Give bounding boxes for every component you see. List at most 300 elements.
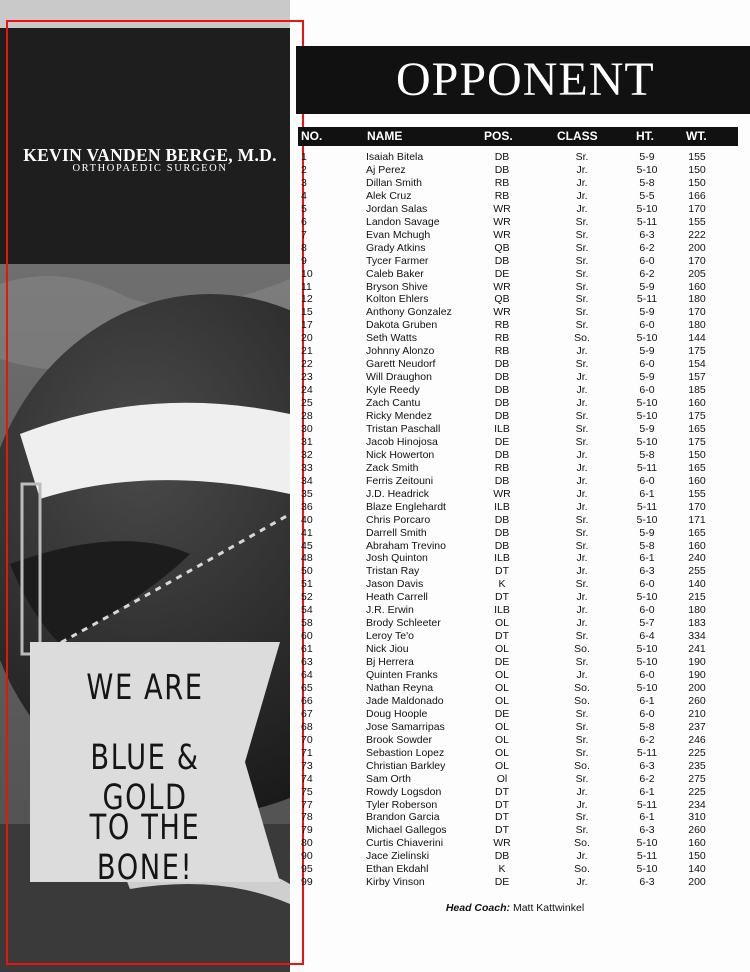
player-name: Isaiah Bitela — [366, 151, 424, 163]
player-name: Anthony Gonzalez — [366, 306, 452, 319]
table-row — [0, 643, 750, 656]
player-weight: 275 — [688, 772, 706, 785]
player-name: Rowdy Logsdon — [366, 785, 442, 798]
table-row — [0, 358, 750, 371]
player-weight: 154 — [688, 358, 706, 371]
player-number: 12 — [301, 293, 313, 306]
player-weight: 144 — [688, 332, 706, 345]
table-row — [0, 824, 750, 837]
player-position: DT — [495, 565, 509, 578]
player-weight: 171 — [688, 513, 706, 526]
table-row — [0, 203, 750, 216]
player-number: 3 — [301, 176, 307, 189]
table-row — [0, 850, 750, 863]
player-name: Jacob Hinojosa — [366, 435, 438, 448]
table-row — [0, 656, 750, 669]
player-name: Ricky Mendez — [366, 410, 432, 422]
col-ht-header: HT. — [636, 129, 654, 143]
player-class: Sr. — [575, 746, 589, 759]
roster-title: OPPONENT — [396, 53, 655, 106]
player-position: QB — [494, 241, 510, 254]
player-weight: 175 — [688, 410, 706, 422]
table-row — [0, 501, 750, 514]
player-height: 6-3 — [639, 565, 655, 578]
player-class: Sr. — [575, 578, 589, 591]
player-weight: 200 — [688, 876, 706, 889]
player-height: 5-11 — [636, 798, 658, 811]
player-number: 35 — [301, 487, 313, 500]
player-height: 5-10 — [636, 410, 658, 422]
player-weight: 155 — [688, 487, 706, 500]
player-weight: 155 — [688, 215, 706, 228]
player-number: 31 — [301, 435, 313, 448]
player-class: Sr. — [575, 319, 589, 332]
player-position: K — [498, 863, 506, 876]
player-weight: 160 — [688, 474, 706, 487]
player-number: 65 — [301, 681, 313, 694]
player-weight: 180 — [688, 293, 706, 306]
player-name: Brody Schleeter — [366, 617, 441, 630]
player-number: 77 — [301, 798, 313, 811]
player-height: 5-8 — [639, 448, 655, 461]
table-row — [0, 164, 750, 177]
player-position: DT — [495, 785, 509, 798]
player-class: Sr. — [575, 526, 589, 539]
player-position: DE — [494, 707, 510, 720]
player-class: Jr. — [576, 604, 588, 617]
player-class: Jr. — [576, 876, 588, 889]
table-row — [0, 876, 750, 889]
player-weight: 234 — [688, 798, 706, 811]
player-height: 5-11 — [636, 461, 658, 474]
player-class: So. — [574, 332, 590, 345]
player-weight: 140 — [688, 578, 706, 591]
player-class: So. — [574, 863, 590, 876]
player-weight: 140 — [688, 863, 706, 876]
slogan-line-1: WE ARE — [86, 668, 204, 708]
player-height: 6-3 — [639, 824, 655, 837]
player-class: Jr. — [576, 552, 588, 565]
player-class: Jr. — [576, 565, 588, 578]
player-number: 23 — [301, 371, 313, 384]
player-number: 34 — [301, 474, 313, 487]
player-height: 6-3 — [639, 759, 655, 772]
player-name: Bj Herrera — [366, 656, 414, 669]
player-class: Sr. — [575, 267, 589, 280]
player-name: Blaze Englehardt — [366, 500, 446, 513]
player-position: DB — [494, 474, 510, 487]
player-class: Sr. — [575, 656, 589, 669]
player-name: Dakota Gruben — [366, 319, 438, 332]
player-class: So. — [574, 681, 590, 694]
table-row — [0, 721, 750, 734]
player-position: DB — [494, 151, 510, 163]
player-class: Sr. — [575, 513, 589, 526]
player-class: Jr. — [576, 345, 588, 358]
player-name: Tristan Ray — [366, 565, 420, 578]
player-position: WR — [493, 837, 511, 850]
player-class: Sr. — [575, 422, 589, 435]
player-weight: 160 — [688, 837, 706, 850]
player-weight: 246 — [688, 733, 706, 746]
player-name: Kyle Reedy — [366, 384, 420, 397]
table-row — [0, 384, 750, 397]
player-class: Jr. — [576, 487, 588, 500]
player-name: Tyler Roberson — [366, 798, 438, 811]
ad-top-strip — [0, 0, 290, 28]
player-class: Sr. — [575, 228, 589, 241]
slogan-line-2: BLUE & GOLD — [90, 738, 200, 818]
table-row — [0, 773, 750, 786]
player-weight: 260 — [688, 824, 706, 837]
player-name: Sam Orth — [366, 772, 411, 785]
table-row — [0, 151, 750, 164]
player-class: Jr. — [576, 850, 588, 863]
player-number: 70 — [301, 733, 313, 746]
table-row — [0, 242, 750, 255]
player-weight: 165 — [688, 461, 706, 474]
player-height: 5-10 — [636, 397, 658, 410]
table-row — [0, 760, 750, 773]
player-class: Jr. — [576, 371, 588, 384]
player-number: 74 — [301, 772, 313, 785]
player-class: Jr. — [576, 500, 588, 513]
player-name: Leroy Te'o — [366, 630, 414, 643]
player-position: WR — [493, 202, 511, 215]
player-number: 58 — [301, 617, 313, 630]
player-position: ILB — [494, 422, 510, 435]
table-row — [0, 410, 750, 423]
player-weight: 222 — [688, 228, 706, 241]
player-height: 6-0 — [639, 384, 655, 397]
player-height: 6-0 — [639, 358, 655, 371]
player-weight: 200 — [688, 241, 706, 254]
player-weight: 225 — [688, 746, 706, 759]
player-height: 6-1 — [639, 487, 655, 500]
player-name: Michael Gallegos — [366, 824, 447, 837]
player-height: 5-11 — [636, 215, 658, 228]
player-height: 5-9 — [639, 306, 655, 319]
player-class: Jr. — [576, 474, 588, 487]
player-name: Quinten Franks — [366, 669, 438, 681]
player-position: RB — [494, 345, 510, 358]
player-weight: 160 — [688, 397, 706, 410]
player-number: 32 — [301, 448, 313, 461]
player-name: Abraham Trevino — [366, 539, 446, 552]
table-row — [0, 371, 750, 384]
table-row — [0, 695, 750, 708]
player-number: 40 — [301, 513, 313, 526]
player-name: Josh Quinton — [366, 552, 428, 565]
player-height: 5-9 — [639, 371, 655, 384]
player-name: Will Draughon — [366, 371, 432, 384]
player-name: Ethan Ekdahl — [366, 863, 429, 876]
player-class: Jr. — [576, 189, 588, 202]
table-row — [0, 708, 750, 721]
player-number: 36 — [301, 500, 313, 513]
player-position: K — [498, 578, 506, 591]
player-class: Sr. — [575, 358, 589, 371]
player-height: 6-3 — [639, 876, 655, 889]
player-number: 71 — [301, 746, 313, 759]
player-height: 5-10 — [636, 591, 658, 604]
table-row — [0, 630, 750, 643]
player-height: 6-0 — [639, 707, 655, 720]
table-row — [0, 190, 750, 203]
player-class: Jr. — [576, 163, 588, 176]
player-name: Garett Neudorf — [366, 358, 436, 371]
player-position: DT — [495, 591, 509, 604]
table-row — [0, 617, 750, 630]
player-weight: 185 — [688, 384, 706, 397]
player-number: 15 — [301, 306, 313, 319]
doctor-name: KEVIN VANDEN BERGE, M.D. — [23, 145, 277, 165]
player-position: DB — [494, 513, 510, 526]
player-class: Sr. — [575, 306, 589, 319]
player-weight: 237 — [688, 720, 706, 733]
player-height: 6-1 — [639, 785, 655, 798]
player-height: 5-11 — [636, 746, 658, 759]
player-class: Sr. — [575, 630, 589, 643]
table-row — [0, 734, 750, 747]
col-wt-header: WT. — [686, 129, 707, 143]
player-position: DE — [494, 876, 510, 889]
player-number: 4 — [301, 189, 307, 202]
player-position: DT — [495, 798, 509, 811]
player-weight: 165 — [688, 422, 706, 435]
player-class: Sr. — [575, 410, 589, 422]
player-height: 5-10 — [636, 681, 658, 694]
table-row — [0, 527, 750, 540]
player-number: 9 — [301, 254, 307, 267]
coach-label: Head Coach: — [445, 902, 511, 914]
table-row — [0, 229, 750, 242]
table-row — [0, 397, 750, 410]
player-weight: 150 — [688, 176, 706, 189]
table-row — [0, 462, 750, 475]
player-position: DT — [495, 630, 509, 643]
player-weight: 190 — [688, 669, 706, 681]
player-position: OL — [494, 694, 509, 707]
player-name: Doug Hoople — [366, 707, 428, 720]
player-number: 41 — [301, 526, 313, 539]
player-height: 5-5 — [639, 189, 655, 202]
player-height: 5-11 — [636, 500, 658, 513]
player-class: Jr. — [576, 176, 588, 189]
player-name: Curtis Chiaverini — [366, 837, 444, 850]
table-row — [0, 449, 750, 462]
player-class: Sr. — [575, 733, 589, 746]
player-class: Sr. — [575, 280, 589, 293]
player-number: 80 — [301, 837, 313, 850]
player-position: WR — [493, 215, 511, 228]
table-row — [0, 255, 750, 268]
player-weight: 240 — [688, 552, 706, 565]
player-height: 6-2 — [639, 241, 655, 254]
player-name: Grady Atkins — [366, 241, 426, 254]
player-position: DB — [494, 371, 510, 384]
player-position: OL — [494, 669, 509, 681]
player-height: 5-9 — [639, 280, 655, 293]
player-position: WR — [493, 228, 511, 241]
player-name: Tristan Paschall — [366, 422, 441, 435]
player-number: 68 — [301, 720, 313, 733]
table-row — [0, 514, 750, 527]
player-weight: 160 — [688, 280, 706, 293]
player-position: DB — [494, 448, 510, 461]
player-height: 5-10 — [636, 837, 658, 850]
head-coach — [300, 902, 730, 914]
table-row — [0, 669, 750, 682]
player-position: DB — [494, 397, 510, 410]
player-number: 22 — [301, 358, 313, 371]
player-position: WR — [493, 306, 511, 319]
player-position: ILB — [494, 500, 510, 513]
player-height: 6-0 — [639, 604, 655, 617]
table-row — [0, 786, 750, 799]
table-row — [0, 540, 750, 553]
player-height: 6-2 — [639, 733, 655, 746]
player-height: 6-0 — [639, 319, 655, 332]
player-height: 5-10 — [636, 202, 658, 215]
player-position: DB — [494, 410, 510, 422]
table-row — [0, 319, 750, 332]
table-row — [0, 488, 750, 501]
player-weight: 170 — [688, 254, 706, 267]
player-name: Nick Howerton — [366, 448, 435, 461]
player-name: Kirby Vinson — [366, 876, 425, 889]
player-height: 5-9 — [639, 526, 655, 539]
player-name: Christian Barkley — [366, 759, 446, 772]
player-class: Sr. — [575, 435, 589, 448]
player-number: 99 — [301, 876, 313, 889]
table-row — [0, 747, 750, 760]
player-weight: 155 — [688, 151, 706, 163]
player-class: Jr. — [576, 384, 588, 397]
player-height: 5-9 — [639, 345, 655, 358]
player-position: DE — [494, 656, 510, 669]
player-weight: 235 — [688, 759, 706, 772]
player-class: Sr. — [575, 811, 589, 824]
player-class: Sr. — [575, 215, 589, 228]
player-height: 5-10 — [636, 435, 658, 448]
player-number: 90 — [301, 850, 313, 863]
player-weight: 225 — [688, 785, 706, 798]
player-class: Jr. — [576, 669, 588, 681]
table-row — [0, 423, 750, 436]
player-name: Tycer Farmer — [366, 254, 429, 267]
table-row — [0, 177, 750, 190]
player-position: DB — [494, 384, 510, 397]
player-class: Sr. — [575, 707, 589, 720]
player-name: Jason Davis — [366, 578, 424, 591]
player-weight: 180 — [688, 319, 706, 332]
player-name: Kolton Ehlers — [366, 293, 429, 306]
player-weight: 175 — [688, 345, 706, 358]
table-row — [0, 565, 750, 578]
player-class: Jr. — [576, 202, 588, 215]
player-number: 50 — [301, 565, 313, 578]
player-weight: 170 — [688, 306, 706, 319]
col-no-header: NO. — [301, 129, 323, 143]
player-name: Brandon Garcia — [366, 811, 440, 824]
player-name: Bryson Shive — [366, 280, 428, 293]
coach-name: Matt Kattwinkel — [512, 902, 585, 914]
player-height: 6-0 — [639, 669, 655, 681]
player-number: 63 — [301, 656, 313, 669]
player-number: 67 — [301, 707, 313, 720]
player-class: So. — [574, 759, 590, 772]
player-weight: 150 — [688, 163, 706, 176]
player-height: 5-7 — [639, 617, 655, 630]
player-position: RB — [494, 461, 510, 474]
player-position: DB — [494, 163, 510, 176]
table-row — [0, 837, 750, 850]
player-name: Chris Porcaro — [366, 513, 431, 526]
table-row — [0, 591, 750, 604]
player-name: Ferris Zeitouni — [366, 474, 434, 487]
player-number: 25 — [301, 397, 313, 410]
player-name: Zack Smith — [366, 461, 419, 474]
player-height: 6-1 — [639, 552, 655, 565]
player-class: Jr. — [576, 591, 588, 604]
player-position: Ol — [496, 772, 508, 785]
player-name: Zach Cantu — [366, 397, 421, 410]
player-number: 21 — [301, 345, 313, 358]
player-name: J.D. Headrick — [366, 487, 430, 500]
player-position: OL — [494, 733, 509, 746]
table-row — [0, 268, 750, 281]
player-name: Caleb Baker — [366, 267, 424, 280]
player-weight: 165 — [688, 526, 706, 539]
player-number: 20 — [301, 332, 313, 345]
slogan-line-3: TO THE BONE! — [89, 808, 201, 888]
player-name: Nick Jiou — [366, 643, 409, 656]
player-name: Alek Cruz — [366, 189, 412, 202]
player-class: Jr. — [576, 448, 588, 461]
player-position: DE — [494, 435, 510, 448]
player-position: DB — [494, 850, 510, 863]
player-position: DB — [494, 526, 510, 539]
player-class: Sr. — [575, 151, 589, 163]
player-position: ILB — [494, 552, 510, 565]
col-pos-header: POS. — [484, 129, 513, 143]
player-height: 6-2 — [639, 772, 655, 785]
player-height: 6-0 — [639, 254, 655, 267]
player-height: 5-11 — [636, 293, 658, 306]
player-weight: 215 — [688, 591, 706, 604]
table-row — [0, 436, 750, 449]
player-number: 33 — [301, 461, 313, 474]
player-height: 6-0 — [639, 474, 655, 487]
player-name: Nathan Reyna — [366, 681, 434, 694]
player-class: Sr. — [575, 241, 589, 254]
player-weight: 241 — [688, 643, 706, 656]
player-height: 6-2 — [639, 267, 655, 280]
player-class: Sr. — [575, 293, 589, 306]
player-position: OL — [494, 643, 509, 656]
player-height: 5-9 — [639, 151, 655, 163]
player-position: DB — [494, 539, 510, 552]
player-class: Jr. — [576, 785, 588, 798]
player-height: 6-1 — [639, 811, 655, 824]
player-number: 48 — [301, 552, 313, 565]
player-position: DB — [494, 254, 510, 267]
player-weight: 334 — [688, 630, 706, 643]
table-row — [0, 604, 750, 617]
table-row — [0, 345, 750, 358]
player-number: 2 — [301, 163, 307, 176]
